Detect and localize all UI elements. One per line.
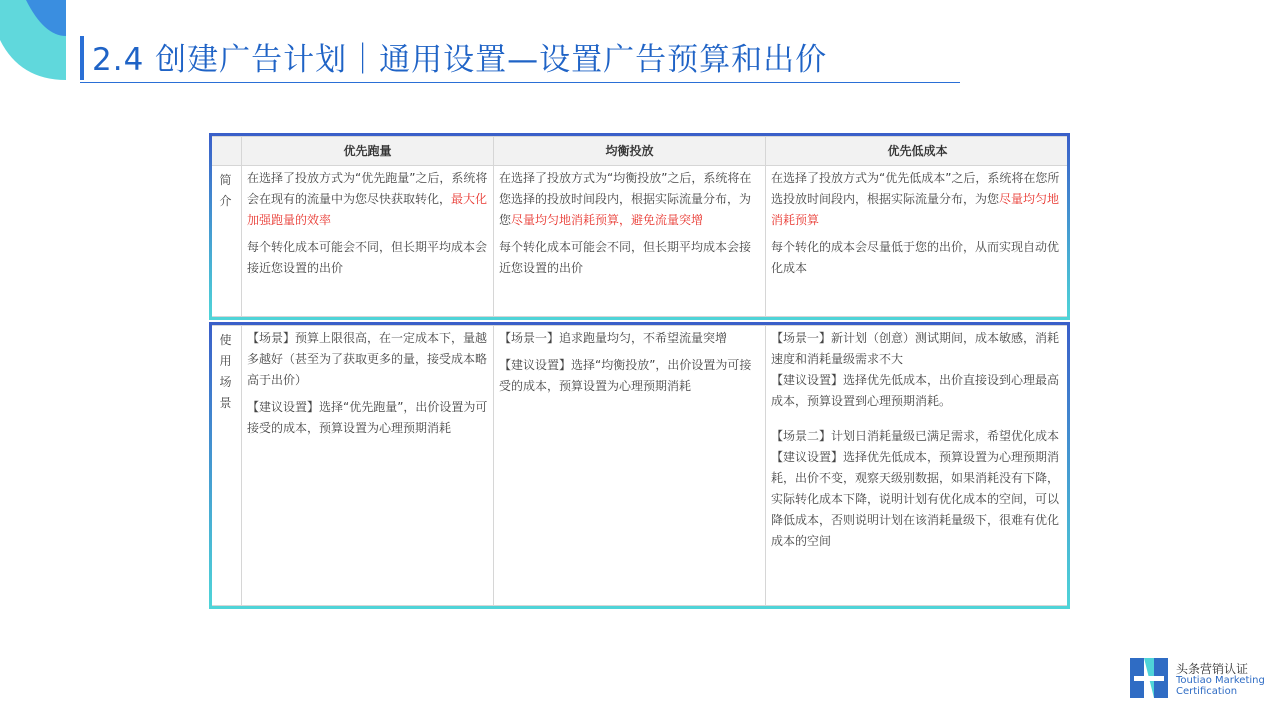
title-underline	[80, 82, 960, 83]
intro-text: 在选择了投放方式为“优先低成本”之后，系统将在您所选投放时间段内，根据实际流量分布，为您	[771, 171, 1060, 206]
table-header-row	[210, 137, 1070, 166]
row-label-usage: 使用场景	[210, 326, 242, 606]
usage-cell-priority-volume	[242, 326, 494, 606]
intro-cell-balanced	[494, 166, 766, 317]
logo-text-cn: 头条营销认证	[1176, 662, 1249, 676]
page-title: 2.4 创建广告计划｜通用设置—设置广告预算和出价	[92, 42, 828, 78]
intro-cell-low-cost	[766, 166, 1070, 317]
usage-cell-balanced	[494, 326, 766, 606]
comparison-table-intro	[209, 136, 1070, 317]
column-header-low-cost: 优先低成本	[766, 137, 1070, 166]
intro-highlight: 尽量均匀地消耗预算	[771, 192, 1060, 227]
intro-cell-priority-volume	[242, 166, 494, 317]
usage-suggestion-1: 【建议设置】选择优先低成本，出价直接设到心理最高成本，预算设置到心理预期消耗。	[771, 373, 1060, 408]
logo-text-en-line2: Certification	[1176, 686, 1238, 697]
usage-suggestion: 【建议设置】选择“优先跑量”，出价设置为可接受的成本，预算设置为心理预期消耗	[247, 400, 488, 435]
logo-text-en	[1176, 675, 1265, 697]
toutiao-logo-icon	[1130, 658, 1168, 698]
intro-note: 每个转化成本可能会不同，但长期平均成本会接近您设置的出价	[247, 240, 488, 275]
usage-scenario-1: 【场景一】新计划（创意）测试期间，成本敏感，消耗速度和消耗量级需求不大	[771, 331, 1060, 366]
column-header-priority-volume: 优先跑量	[242, 137, 494, 166]
intro-note: 每个转化的成本会尽量低于您的出价，从而实现自动优化成本	[771, 240, 1060, 275]
header-blank-cell	[210, 137, 242, 166]
usage-suggestion: 【建议设置】选择“均衡投放”，出价设置为可接受的成本，预算设置为心理预期消耗	[499, 358, 752, 393]
usage-scenario: 【场景】预算上限很高，在一定成本下，量越多越好（甚至为了获取更多的量，接受成本略高于出价）	[247, 331, 488, 387]
usage-suggestion-2: 【建议设置】选择优先低成本，预算设置为心理预期消耗，出价不变，观察天级别数据，如果消耗没有下降，实际转化成本下降，说明计划有优化成本的空间，可以降低成本，否则说明计划在该消耗量级下，很难有优化成本的空间	[771, 450, 1060, 548]
column-header-balanced: 均衡投放	[494, 137, 766, 166]
intro-text: 在选择了投放方式为“均衡投放”之后，系统将在您选择的投放时间段内，根据实际流量分布，为您	[499, 171, 752, 227]
intro-note: 每个转化成本可能会不同，但长期平均成本会接近您设置的出价	[499, 240, 752, 275]
title-accent-bar	[80, 36, 84, 80]
comparison-table-usage	[209, 325, 1070, 606]
row-label-intro: 简介	[210, 166, 242, 317]
logo-text-en-line1: Toutiao Marketing	[1176, 675, 1265, 686]
usage-cell-low-cost	[766, 326, 1070, 606]
usage-scenario-2: 【场景二】计划日消耗量级已满足需求，希望优化成本	[771, 429, 1060, 443]
corner-decoration	[0, 0, 66, 80]
intro-highlight: 最大化加强跑量的效率	[247, 192, 488, 227]
table-row-usage	[210, 326, 1070, 606]
intro-text: 在选择了投放方式为“优先跑量”之后，系统将会在现有的流量中为您尽快获取转化，	[247, 171, 488, 206]
intro-highlight: 尽量均匀地消耗预算，避免流量突增	[511, 213, 704, 227]
table-row-intro	[210, 166, 1070, 317]
usage-scenario: 【场景一】追求跑量均匀，不希望流量突增	[499, 331, 728, 345]
